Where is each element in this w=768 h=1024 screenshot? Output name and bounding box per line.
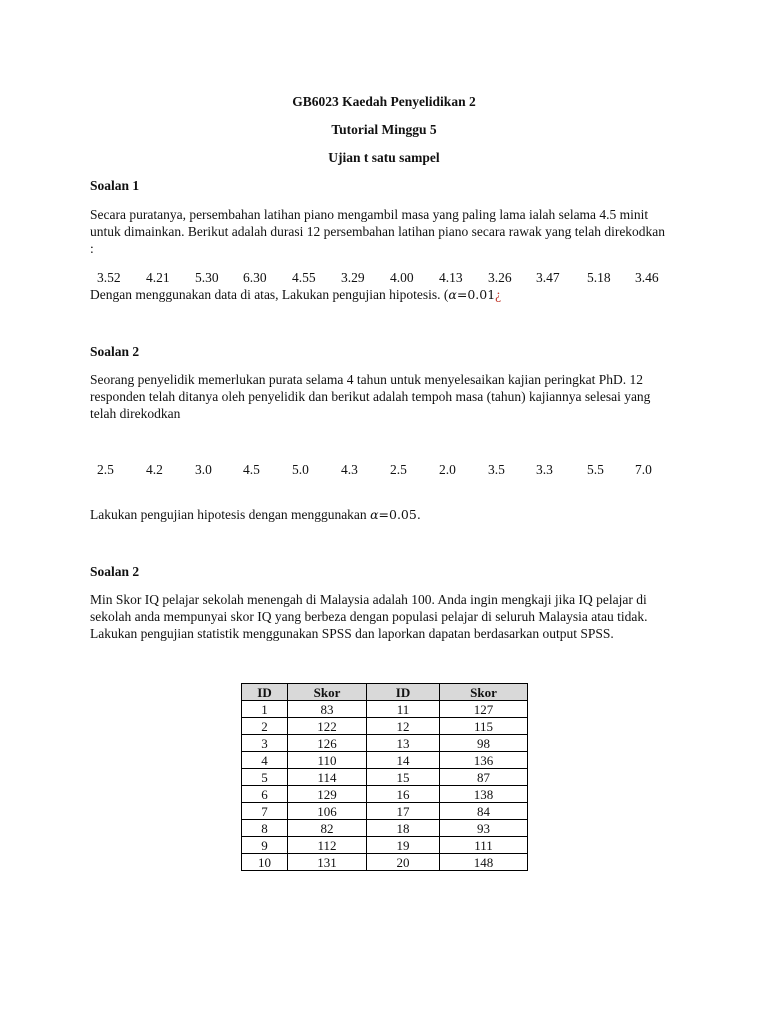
column-header: ID	[242, 684, 288, 701]
table-cell: 16	[367, 786, 440, 803]
q2-value: 3.0	[195, 462, 212, 477]
table-cell: 6	[242, 786, 288, 803]
table-cell: 138	[440, 786, 528, 803]
table-cell: 122	[288, 718, 367, 735]
q1-text: Secara puratanya, persembahan latihan piano mengambil masa yang paling lama ialah selama 4.5 minit untuk dimainkan. Berikut adalah durasi 12 persembahan latihan piano secara rawak yang telah direkodkan :	[90, 207, 666, 256]
q1-value: 3.29	[341, 270, 365, 285]
table-header-row	[242, 684, 528, 701]
column-header: Skor	[288, 684, 367, 701]
q2-value: 2.5	[97, 462, 114, 477]
table-cell: 98	[440, 735, 528, 752]
q2-instruction-text: Lakukan pengujian hipotesis dengan menggunakan	[90, 507, 371, 522]
q2-value: 5.0	[292, 462, 309, 477]
table-cell: 4	[242, 752, 288, 769]
q1-value: 4.00	[390, 270, 414, 285]
q2-value: 2.0	[439, 462, 456, 477]
q1-value: 3.46	[635, 270, 659, 285]
table-cell: 131	[288, 854, 367, 871]
trailing-glyph: ¿	[495, 287, 502, 302]
table-cell: 10	[242, 854, 288, 871]
q2-value: 3.3	[536, 462, 553, 477]
table-cell: 112	[288, 837, 367, 854]
table-cell: 8	[242, 820, 288, 837]
table-row	[242, 803, 528, 820]
table-cell: 115	[440, 718, 528, 735]
table-row	[242, 769, 528, 786]
table-cell: 7	[242, 803, 288, 820]
table-row	[242, 752, 528, 769]
table-cell: 9	[242, 837, 288, 854]
table-cell: 110	[288, 752, 367, 769]
table-cell: 17	[367, 803, 440, 820]
table-cell: 111	[440, 837, 528, 854]
iq-score-table	[241, 683, 528, 871]
table-cell: 82	[288, 820, 367, 837]
q2-value: 4.2	[146, 462, 163, 477]
table-cell: 13	[367, 735, 440, 752]
table-row	[242, 854, 528, 871]
tutorial-title: Tutorial Minggu 5	[331, 122, 437, 137]
table-cell: 12	[367, 718, 440, 735]
table-cell: 148	[440, 854, 528, 871]
table-cell: 1	[242, 701, 288, 718]
table-cell: 18	[367, 820, 440, 837]
alpha-symbol: α	[448, 287, 457, 302]
alpha-symbol: α	[370, 507, 379, 522]
q2-instruction	[90, 506, 421, 523]
q1-value: 3.47	[536, 270, 560, 285]
q2-value: 7.0	[635, 462, 652, 477]
q1-value: 4.55	[292, 270, 316, 285]
q1-instruction-text: Dengan menggunakan data di atas, Lakukan pengujian hipotesis. (	[90, 287, 449, 302]
q2-value: 4.3	[341, 462, 358, 477]
q2-heading: Soalan 2	[90, 344, 140, 359]
column-header: ID	[367, 684, 440, 701]
table-cell: 93	[440, 820, 528, 837]
table-cell: 11	[367, 701, 440, 718]
q2-value: 4.5	[243, 462, 260, 477]
q3-text: Min Skor IQ pelajar sekolah menengah di Malaysia adalah 100. Anda ingin mengkaji jika IQ pelajar di sekolah anda mempunyai skor IQ yang berbeza dengan populasi pelajar di seluruh Malaysia atau tidak. Lakukan pengujian statistik menggunakan SPSS dan laporkan dapatan berdasarkan output SPSS.	[90, 592, 648, 641]
alpha-value: =0.01	[456, 287, 496, 302]
q1-value: 3.52	[97, 270, 121, 285]
q1-value: 6.30	[243, 270, 267, 285]
table-row	[242, 820, 528, 837]
table-cell: 15	[367, 769, 440, 786]
q2-text: Seorang penyelidik memerlukan purata selama 4 tahun untuk menyelesaikan kajian peringkat PhD. 12 responden telah ditanya oleh penyelidik dan berikut adalah tempoh masa (tahun) kajiannya selesai yang telah direkodkan	[90, 372, 651, 421]
table-cell: 20	[367, 854, 440, 871]
table-row	[242, 786, 528, 803]
table-cell: 5	[242, 769, 288, 786]
table-cell: 84	[440, 803, 528, 820]
table-row	[242, 837, 528, 854]
q1-value: 5.18	[587, 270, 611, 285]
q2-value: 2.5	[390, 462, 407, 477]
table-cell: 114	[288, 769, 367, 786]
table-cell: 3	[242, 735, 288, 752]
q1-instruction	[90, 286, 501, 303]
table-cell: 87	[440, 769, 528, 786]
table-cell: 126	[288, 735, 367, 752]
table-row	[242, 718, 528, 735]
table-cell: 127	[440, 701, 528, 718]
alpha-value: =0.05.	[378, 507, 421, 522]
q1-value: 3.26	[488, 270, 512, 285]
q1-value: 4.21	[146, 270, 170, 285]
course-title: GB6023 Kaedah Penyelidikan 2	[292, 94, 476, 109]
q2-value: 3.5	[488, 462, 505, 477]
topic-title: Ujian t satu sampel	[328, 150, 440, 165]
table-cell: 106	[288, 803, 367, 820]
q3-heading: Soalan 2	[90, 564, 140, 579]
column-header: Skor	[440, 684, 528, 701]
q1-value: 5.30	[195, 270, 219, 285]
table-cell: 136	[440, 752, 528, 769]
table-cell: 129	[288, 786, 367, 803]
q1-heading: Soalan 1	[90, 178, 140, 193]
table-cell: 83	[288, 701, 367, 718]
q1-value: 4.13	[439, 270, 463, 285]
table-cell: 19	[367, 837, 440, 854]
table-cell: 2	[242, 718, 288, 735]
table-row	[242, 735, 528, 752]
q2-value: 5.5	[587, 462, 604, 477]
table-row	[242, 701, 528, 718]
table-cell: 14	[367, 752, 440, 769]
